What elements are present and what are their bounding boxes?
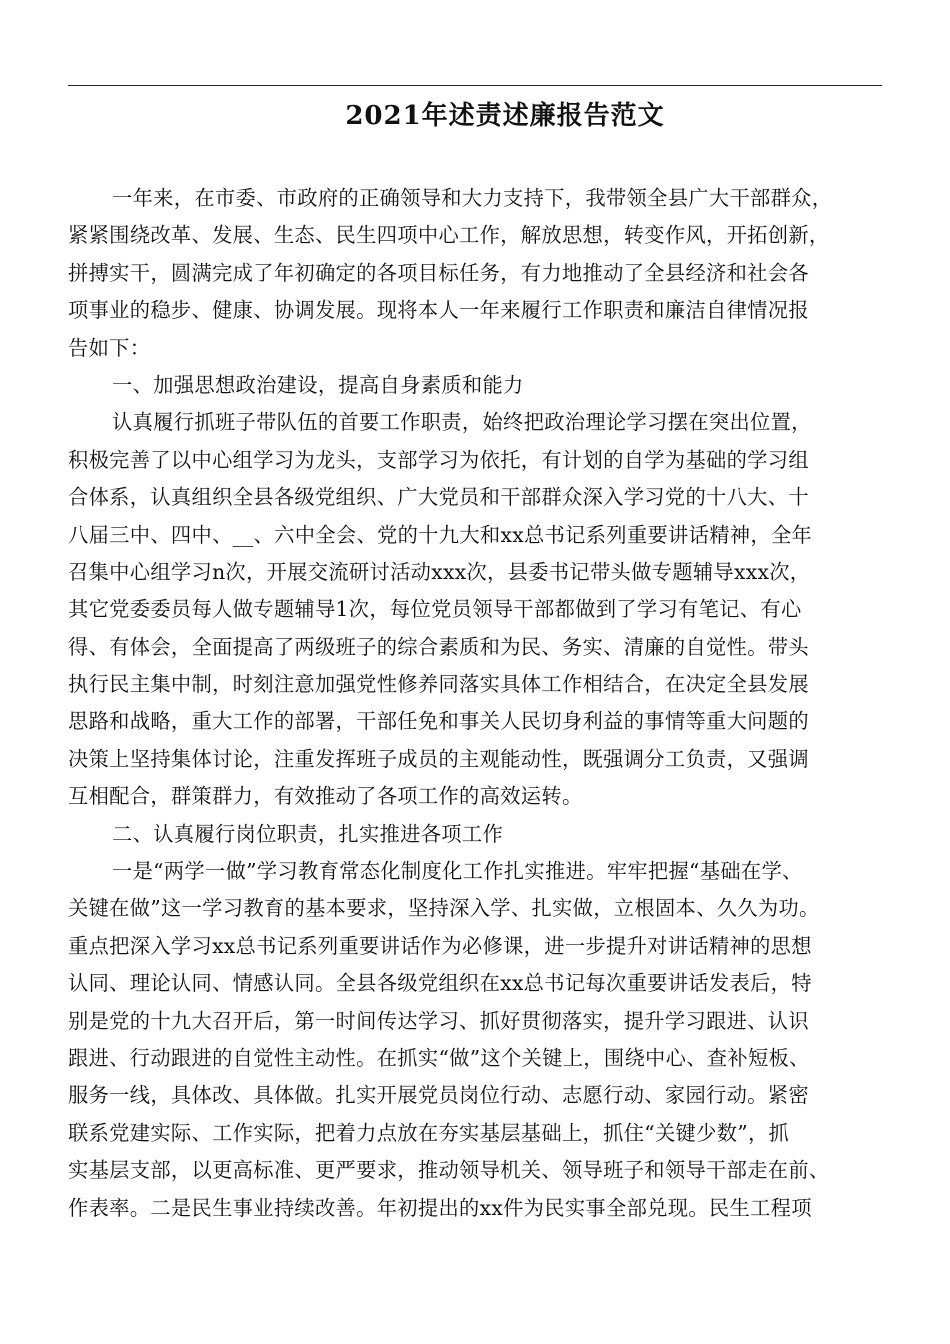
text-line: 认同、理论认同、情感认同。全县各级党组织在xx总书记每次重要讲话发表后，特 bbox=[68, 971, 812, 996]
text-line: 思路和战略，重大工作的部署，干部任免和事关人民切身利益的事情等重大问题的 bbox=[68, 709, 809, 734]
text-line: 一年来，在市委、市政府的正确领导和大力支持下，我带领全县广大干部群众， bbox=[112, 186, 833, 210]
text-line: 八届三中、四中、__、六中全会、党的十九大和xx总书记系列重要讲话精神，全年 bbox=[68, 522, 813, 547]
header-rule bbox=[68, 85, 882, 86]
text-line: 一是“两学一做”学习教育常态化制度化工作扎实推进。牢牢把握“基础在学、 bbox=[112, 859, 803, 884]
text-line: 重点把深入学习xx总书记系列重要讲话作为必修课，进一步提升对讲话精神的思想 bbox=[68, 933, 812, 958]
text-line: 召集中心组学习n次，开展交流研讨活动xxx次，县委书记带头做专题辅导xxx次， bbox=[68, 559, 811, 584]
text-line: 联系党建实际、工作实际，把着力点放在夯实基层基础上，抓住“关键少数”，抓 bbox=[68, 1120, 790, 1145]
text-line: 别是党的十九大召开后，第一时间传达学习、抓好贯彻落实，提升学习跟进、认识 bbox=[68, 1008, 809, 1033]
text-line: 实基层支部，以更高标准、更严要求，推动领导机关、领导班子和领导干部走在前、 bbox=[68, 1158, 830, 1183]
text-line: 关键在做”这一学习教育的基本要求，坚持深入学、扎实做，立根固本、久久为功。 bbox=[68, 896, 820, 921]
text-line: 作表率。二是民生事业持续改善。年初提出的xx件为民实事全部兑现。民生工程项 bbox=[68, 1195, 812, 1220]
text-line: 其它党委委员每人做专题辅导1次，每位党员领导干部都做到了学习有笔记、有心 bbox=[68, 597, 802, 622]
document-title: 2021年述责述廉报告范文 bbox=[345, 101, 665, 131]
text-line: 告如下： bbox=[68, 335, 151, 360]
text-line: 合体系，认真组织全县各级党组织、广大党员和干部群众深入学习党的十八大、十 bbox=[68, 485, 809, 510]
section-heading: 二、认真履行岗位职责，扎实推进各项工作 bbox=[112, 821, 504, 846]
section-heading: 一、加强思想政治建设，提高自身素质和能力 bbox=[112, 372, 524, 397]
text-line: 跟进、行动跟进的自觉性主动性。在抓实“做”这个关键上，围绕中心、查补短板、 bbox=[68, 1045, 810, 1070]
text-line: 得、有体会，全面提高了两级班子的综合素质和为民、务实、清廉的自觉性。带头 bbox=[68, 634, 809, 659]
text-line: 执行民主集中制，时刻注意加强党性修养同落实具体工作相结合，在决定全县发展 bbox=[68, 672, 809, 697]
text-line: 积极完善了以中心组学习为龙头，支部学习为依托，有计划的自学为基础的学习组 bbox=[68, 447, 809, 472]
text-line: 拼搏实干，圆满完成了年初确定的各项目标任务，有力地推动了全县经济和社会各 bbox=[68, 260, 809, 285]
text-line: 互相配合，群策群力，有效推动了各项工作的高效运转。 bbox=[68, 784, 583, 809]
text-line: 项事业的稳步、健康、协调发展。现将本人一年来履行工作职责和廉洁自律情况报 bbox=[68, 298, 809, 323]
text-line: 服务一线，具体改、具体做。扎实开展党员岗位行动、志愿行动、家园行动。紧密 bbox=[68, 1083, 809, 1108]
document-body bbox=[68, 180, 898, 1227]
text-line: 决策上坚持集体讨论，注重发挥班子成员的主观能动性，既强调分工负责，又强调 bbox=[68, 746, 809, 771]
text-line: 认真履行抓班子带队伍的首要工作职责，始终把政治理论学习摆在突出位置， bbox=[112, 410, 812, 435]
text-line: 紧紧围绕改革、发展、生态、民生四项中心工作，解放思想，转变作风，开拓创新， bbox=[68, 223, 830, 248]
